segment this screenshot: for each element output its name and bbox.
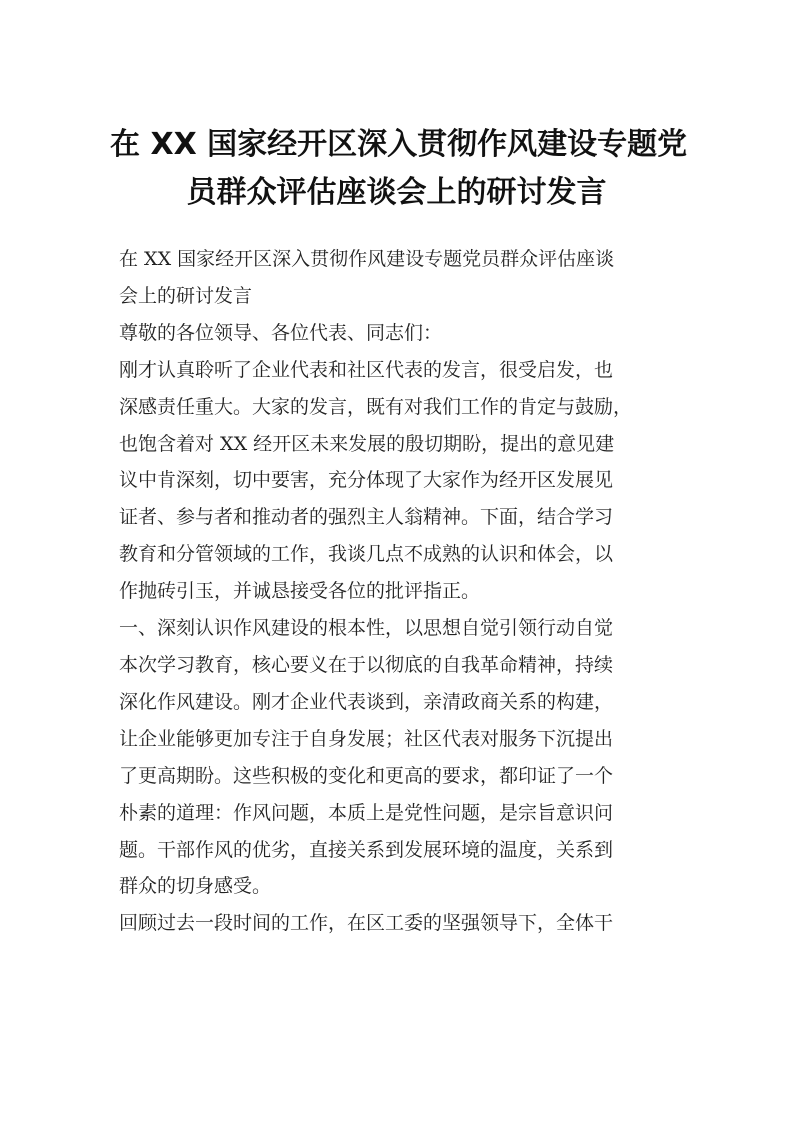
paragraph-review — [119, 905, 677, 942]
paragraph-salutation — [119, 315, 677, 352]
text-line: 朴素的道理：作风问题，本质上是党性问题，是宗旨意识问 — [119, 801, 614, 824]
text-line: 深化作风建设。刚才企业代表谈到，亲清政商关系的构建， — [119, 690, 614, 713]
document-title — [110, 121, 688, 217]
text-line: 也饱含着对 XX 经开区未来发展的殷切期盼，提出的意见建 — [119, 432, 615, 455]
title-line: 在 XX 国家经开区深入贯彻作风建设专题党 — [110, 127, 688, 162]
text-line: 教育和分管领域的工作，我谈几点不成熟的认识和体会，以 — [119, 543, 614, 566]
text-line: 议中肯深刻，切中要害，充分体现了大家作为经开区发展见 — [119, 469, 614, 492]
text-line: 回顾过去一段时间的工作，在区工委的坚强领导下，全体干 — [119, 912, 614, 935]
text-line: 深感责任重大。大家的发言，既有对我们工作的肯定与鼓励， — [119, 395, 633, 418]
text-line: 了更高期盼。这些积极的变化和更高的要求，都印证了一个 — [119, 764, 614, 787]
text-line: 尊敬的各位领导、各位代表、同志们： — [119, 321, 443, 344]
text-line: 刚才认真聆听了企业代表和社区代表的发言，很受启发，也 — [119, 358, 614, 381]
text-line: 在 XX 国家经开区深入贯彻作风建设专题党员群众评估座谈 — [119, 248, 615, 270]
title-line: 员群众评估座谈会上的研讨发言 — [186, 175, 607, 210]
text-line: 题。干部作风的优劣，直接关系到发展环境的温度，关系到 — [119, 838, 614, 861]
paragraph-section-one — [119, 647, 677, 905]
section-heading — [119, 610, 677, 647]
text-line: 一、深刻认识作风建设的根本性，以思想自觉引领行动自觉 — [119, 617, 614, 640]
text-line: 本次学习教育，核心要义在于以彻底的自我革命精神，持续 — [119, 653, 614, 676]
text-line: 会上的研讨发言 — [119, 284, 253, 307]
text-line: 作抛砖引玉，并诚恳接受各位的批评指正。 — [119, 580, 481, 603]
document-body — [119, 241, 677, 942]
text-line: 证者、参与者和推动者的强烈主人翁精神。下面，结合学习 — [119, 506, 614, 529]
paragraph-heading-repeat — [119, 241, 677, 315]
text-line: 让企业能够更加专注于自身发展；社区代表对服务下沉提出 — [119, 727, 614, 750]
paragraph-intro — [119, 352, 677, 610]
text-line: 群众的切身感受。 — [119, 875, 272, 898]
